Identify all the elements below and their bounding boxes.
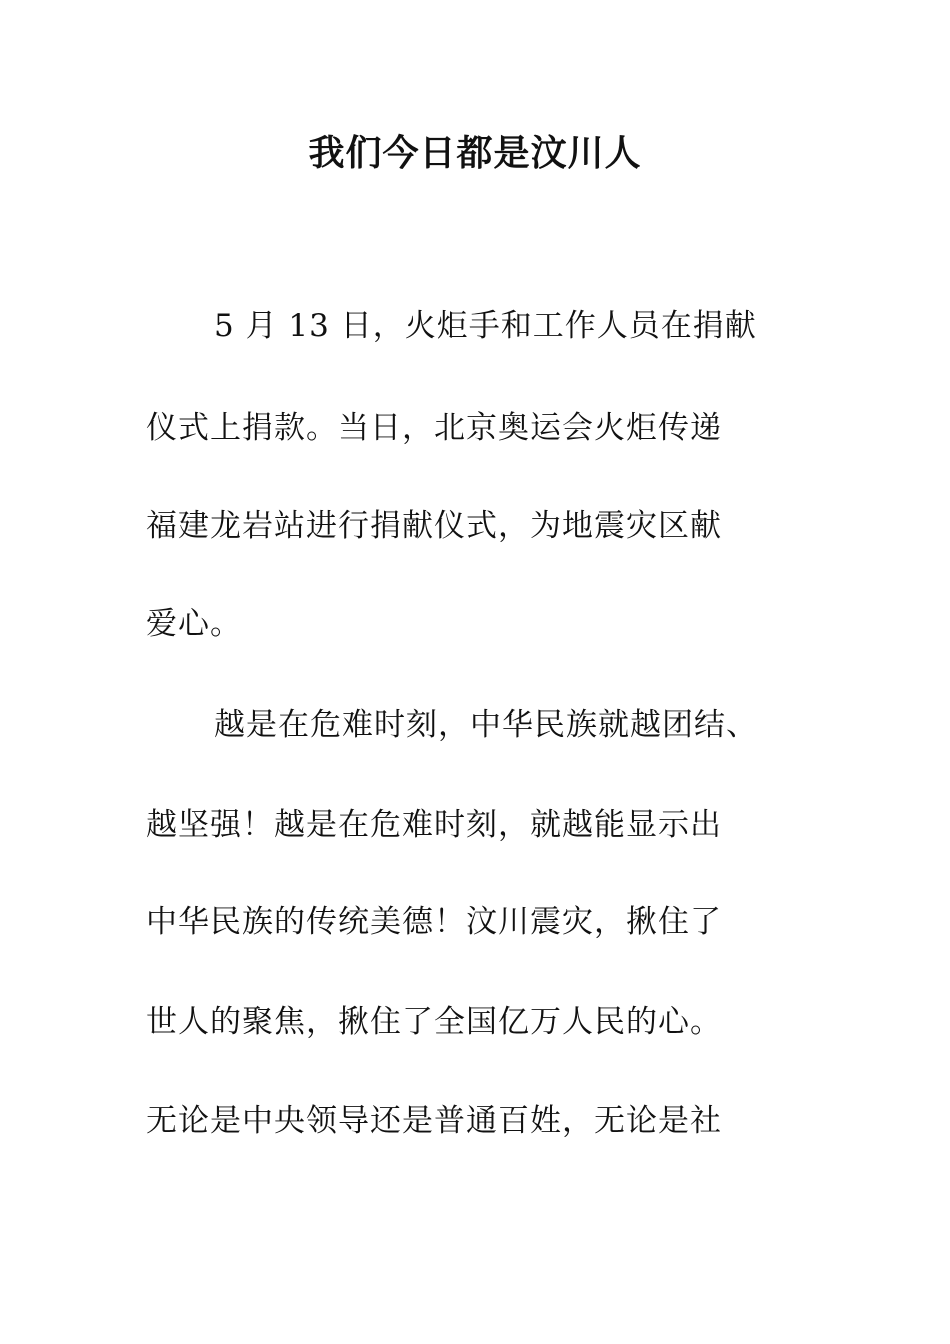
paragraph-1-line-1: 5 月 13 日，火炬手和工作人员在捐献 [214, 308, 757, 344]
paragraph-2-line-2: 越坚强！越是在危难时刻，就越能显示出 [146, 807, 722, 843]
paragraph-2-line-3: 中华民族的传统美德！汶川震灾，揪住了 [146, 904, 722, 940]
paragraph-2-line-4: 世人的聚焦，揪住了全国亿万人民的心。 [146, 1004, 722, 1040]
paragraph-1-line-2: 仪式上捐款。当日，北京奥运会火炬传递 [146, 410, 722, 446]
paragraph-2-line-5: 无论是中央领导还是普通百姓，无论是社 [146, 1103, 722, 1139]
paragraph-1-line-3: 福建龙岩站进行捐献仪式，为地震灾区献 [146, 508, 722, 544]
paragraph-2-line-1: 越是在危难时刻，中华民族就越团结、 [214, 707, 758, 743]
paragraph-1-line-4: 爱心。 [146, 606, 242, 642]
document-title: 我们今日都是汶川人 [308, 133, 642, 174]
